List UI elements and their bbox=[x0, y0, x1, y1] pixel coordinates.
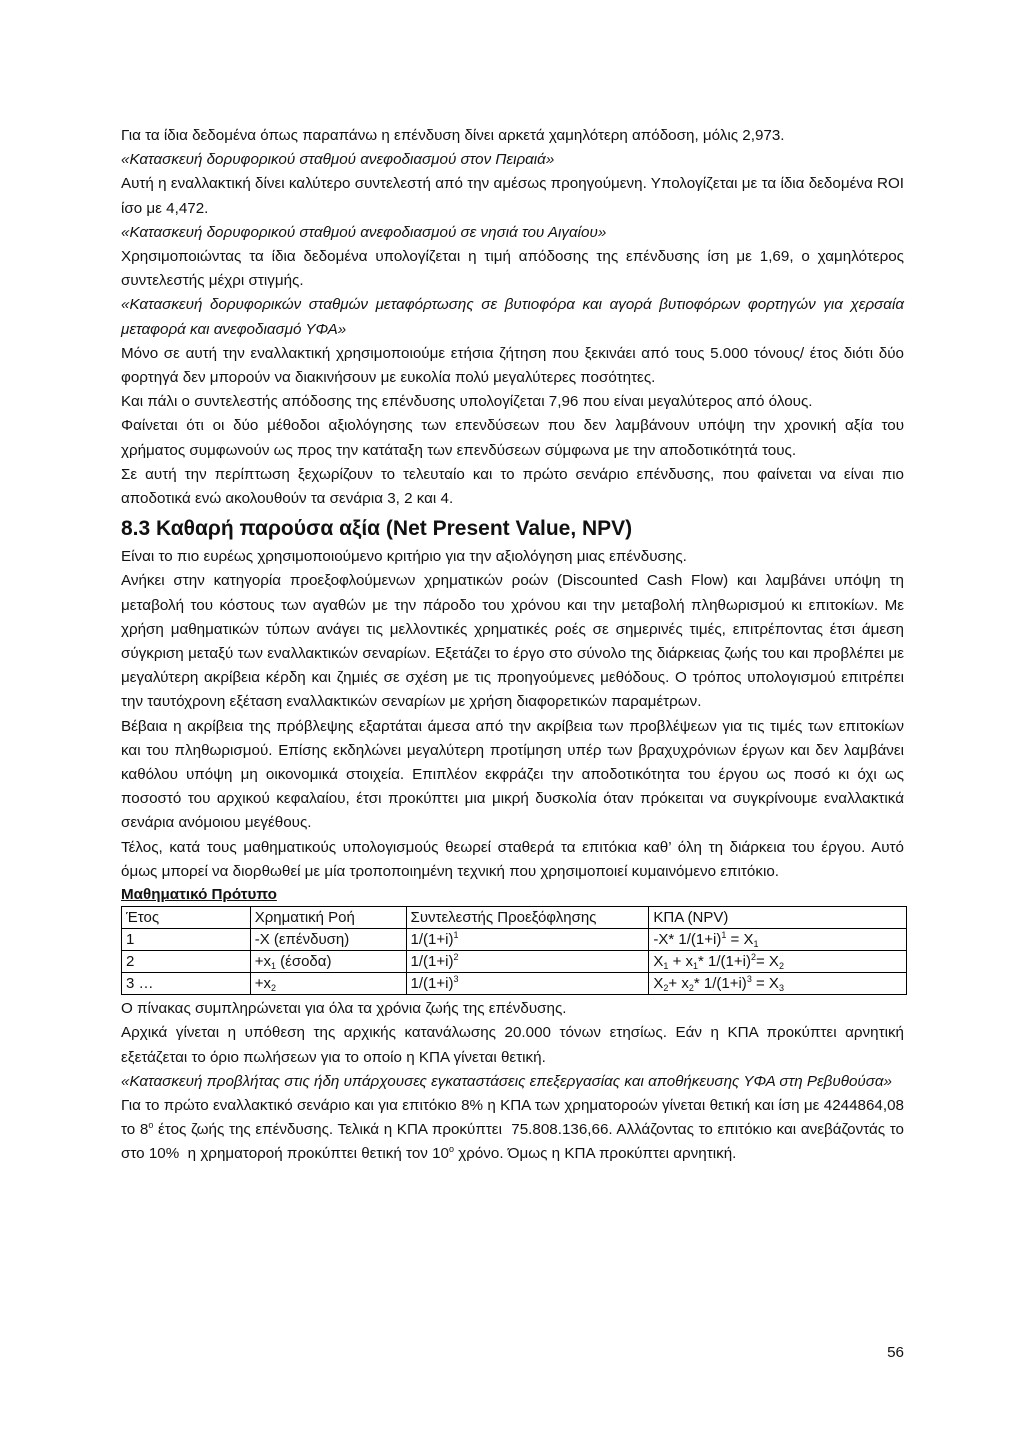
intro-paragraph: Και πάλι ο συντελεστής απόδοσης της επένδυσης υπολογίζεται 7,96 που είναι μεγαλύτερος από όλους. bbox=[121, 393, 813, 411]
closing-paragraph: Αρχικά γίνεται η υπόθεση της αρχικής κατανάλωσης 20.000 τόνων ετησίως. Εάν η ΚΠΑ προκύπτει αρνητική εξετάζεται το όριο πωλήσεων για το οποίο η ΚΠΑ γίνεται θετική. bbox=[121, 1024, 904, 1066]
intro-paragraph: Αυτή η εναλλακτική δίνει καλύτερο συντελεστή από την αμέσως προηγούμενη. Υπολογίζεται με τα ίδια δεδομένα ROI ίσο με 4,472. bbox=[121, 175, 904, 217]
intro-paragraphs bbox=[121, 124, 904, 511]
closing-paragraphs bbox=[121, 997, 904, 1166]
table-cell: -X* $1/(1+i)^1 = X_1$ bbox=[649, 929, 907, 951]
table-row bbox=[122, 929, 907, 951]
table-header-row bbox=[122, 907, 907, 929]
table-cell: 3 … bbox=[122, 973, 251, 995]
table-cell: $X_2+ x_2*$ $1/(1+i)^3 = X_3$ bbox=[649, 973, 907, 995]
document-page bbox=[121, 124, 904, 1167]
intro-paragraph: «Κατασκευή δορυφορικών σταθμών μεταφόρτωσης σε βυτιοφόρα και αγορά βυτιοφόρων φορτηγών για χερσαία μεταφορά και ανεφοδιασμό ΥΦΑ» bbox=[121, 296, 904, 338]
table-cell: $+x_1$ (έσοδα) bbox=[250, 951, 406, 973]
table-cell: $1/(1+i)^2$ bbox=[406, 951, 649, 973]
intro-paragraph: «Κατασκευή δορυφορικού σταθμού ανεφοδιασμού στον Πειραιά» bbox=[121, 151, 555, 169]
intro-paragraph: «Κατασκευή δορυφορικού σταθμού ανεφοδιασμού σε νησιά του Αιγαίου» bbox=[121, 223, 607, 241]
table-cell: -X (επένδυση) bbox=[250, 929, 406, 951]
npv-paragraphs bbox=[121, 545, 904, 884]
intro-paragraph: Για τα ίδια δεδομένα όπως παραπάνω η επένδυση δίνει αρκετά χαμηλότερη απόδοση, μόλις 2,973. bbox=[121, 127, 785, 144]
table-header-cell: Έτος bbox=[122, 907, 251, 929]
table-cell: $+x_2$ bbox=[250, 973, 406, 995]
npv-paragraph: Ανήκει στην κατηγορία προεξοφλούμενων χρηματικών ροών (Discounted Cash Flow) και λαμβάνει υπόψη τη μεταβολή του κόστους των αγαθών με την πάροδο του χρόνου και την μεταβολή πληθωρισμού κι επιτοκίων. Με χρήση μαθηματικών τύπων ανάγει τις μελλοντικές χρηματικές ροές σε σημερινές τιμές, επιτρέποντας έτσι άμεση σύγκριση μεταξύ των εναλλακτικών σεναρίων. Εξετάζει το έργο στο σύνολο της διάρκειας ζωής του και προβλέπει με μεγαλύτερη ακρίβεια κέρδη και ζημιές σε σχέση με τις προηγούμενες μεθόδους. Ο τρόπος υπολογισμού επιτρέπει την ταυτόχρονη εξέταση εναλλακτικών σεναρίων με χρήση διαφορετικών παραμέτρων. bbox=[121, 572, 904, 711]
closing-paragraph: «Κατασκευή προβλήτας στις ήδη υπάρχουσες εγκαταστάσεις επεξεργασίας και αποθήκευσης ΥΦΑ στη Ρεβυθούσα» bbox=[121, 1072, 893, 1090]
table-header-cell: Χρηματική Ροή bbox=[250, 907, 406, 929]
table-cell: 2 bbox=[122, 951, 251, 973]
intro-paragraph: Μόνο σε αυτή την εναλλακτική χρησιμοποιούμε ετήσια ζήτηση που ξεκινάει από τους 5.000 τόνους/ έτος διότι δύο φορτηγά δεν μπορούν να διακινήσουν με ευκολία πολύ μεγαλύτερες ποσότητες. bbox=[121, 344, 904, 387]
npv-paragraph: Είναι το πιο ευρέως χρησιμοποιούμενο κριτήριο για την αξιολόγηση μιας επένδυσης. bbox=[121, 548, 687, 566]
intro-paragraph: Φαίνεται ότι οι δύο μέθοδοι αξιολόγησης των επενδύσεων που δεν λαμβάνουν υπόψη την χρονική αξία του χρήματος συμφωνούν ως προς την κατάταξη των επενδύσεων σύμφωνα με την αποδοτικότητά τους. bbox=[121, 417, 904, 459]
closing-paragraph: Για το πρώτο εναλλακτικό σενάριο και για επιτόκιο 8% η ΚΠΑ των χρηματοροών γίνεται θετική και ίση με 4244864,08 το $8^o$ έτος ζωής της επένδυσης. Τελικά η ΚΠΑ προκύπτει 75.808.136,66. Αλλάζοντας το επιτόκιο και ανεβάζοντάς το στο 10% η χρηματοροή προκύπτει θετική τον $10^o$ χρόνο. Όμως η ΚΠΑ προκύπτει αρνητική. bbox=[121, 1096, 904, 1163]
npv-paragraph: Βέβαια η ακρίβεια της πρόβλεψης εξαρτάται άμεσα από την ακρίβεια των προβλέψεων για τις τιμές των επιτοκίων και του πληθωρισμού. Επίσης εκδηλώνει μεγαλύτερη προτίμηση υπέρ των βραχυχρόνιων έργων και δεν λαμβάνει καθόλου υπόψη μη οικονομικά στοιχεία. Επιπλέον εκφράζει την αποδοτικότητα του έργου ως ποσό κι όχι ως ποσοστό του αρχικού κεφαλαίου, έτσι προκύπτει μια μικρή δυσκολία όταν πρόκειται να συγκρίνουμε εναλλακτικά σενάρια ανόμοιου μεγέθους. bbox=[121, 717, 904, 832]
intro-paragraph: Σε αυτή την περίπτωση ξεχωρίζουν το τελευταίο και το πρώτο σενάριο επένδυσης, που φαίνεται να είναι πιο αποδοτικά ενώ ακολουθούν τα σενάρια 3, 2 και 4. bbox=[121, 465, 904, 508]
intro-paragraph: Χρησιμοποιώντας τα ίδια δεδομένα υπολογίζεται η τιμή απόδοσης της επένδυσης ίση με 1,69, ο χαμηλότερος συντελεστής μέχρι στιγμής. bbox=[121, 248, 904, 290]
table-cell: $X_1 + x_1*$ $1/(1+i)^2= X_2$ bbox=[649, 951, 907, 973]
table-cell: $1/(1+i)^1$ bbox=[406, 929, 649, 951]
closing-paragraph: Ο πίνακας συμπληρώνεται για όλα τα χρόνια ζωής της επένδυσης. bbox=[121, 1000, 567, 1018]
table-header-cell: Συντελεστής Προεξόφλησης bbox=[406, 907, 649, 929]
table-header-cell: ΚΠΑ (NPV) bbox=[649, 907, 907, 929]
table-row bbox=[122, 951, 907, 973]
model-heading: Μαθηματικό Πρότυπο bbox=[121, 886, 277, 904]
table-row bbox=[122, 973, 907, 995]
npv-model-table bbox=[121, 906, 907, 995]
npv-paragraph: Τέλος, κατά τους μαθηματικούς υπολογισμούς θεωρεί σταθερά τα επιτόκια καθ’ όλη τη διάρκεια του έργου. Αυτό όμως μπορεί να διορθωθεί με μία τροποποιημένη τεχνική που χρησιμοποιεί κυμαινόμενο επιτόκιο. bbox=[121, 838, 904, 880]
page-number: 56 bbox=[887, 1344, 904, 1361]
table-cell: 1 bbox=[122, 929, 251, 951]
table-cell: $1/(1+i)^3$ bbox=[406, 973, 649, 995]
section-heading: 8.3 Καθαρή παρούσα αξία (Net Present Value, NPV) bbox=[121, 517, 633, 541]
